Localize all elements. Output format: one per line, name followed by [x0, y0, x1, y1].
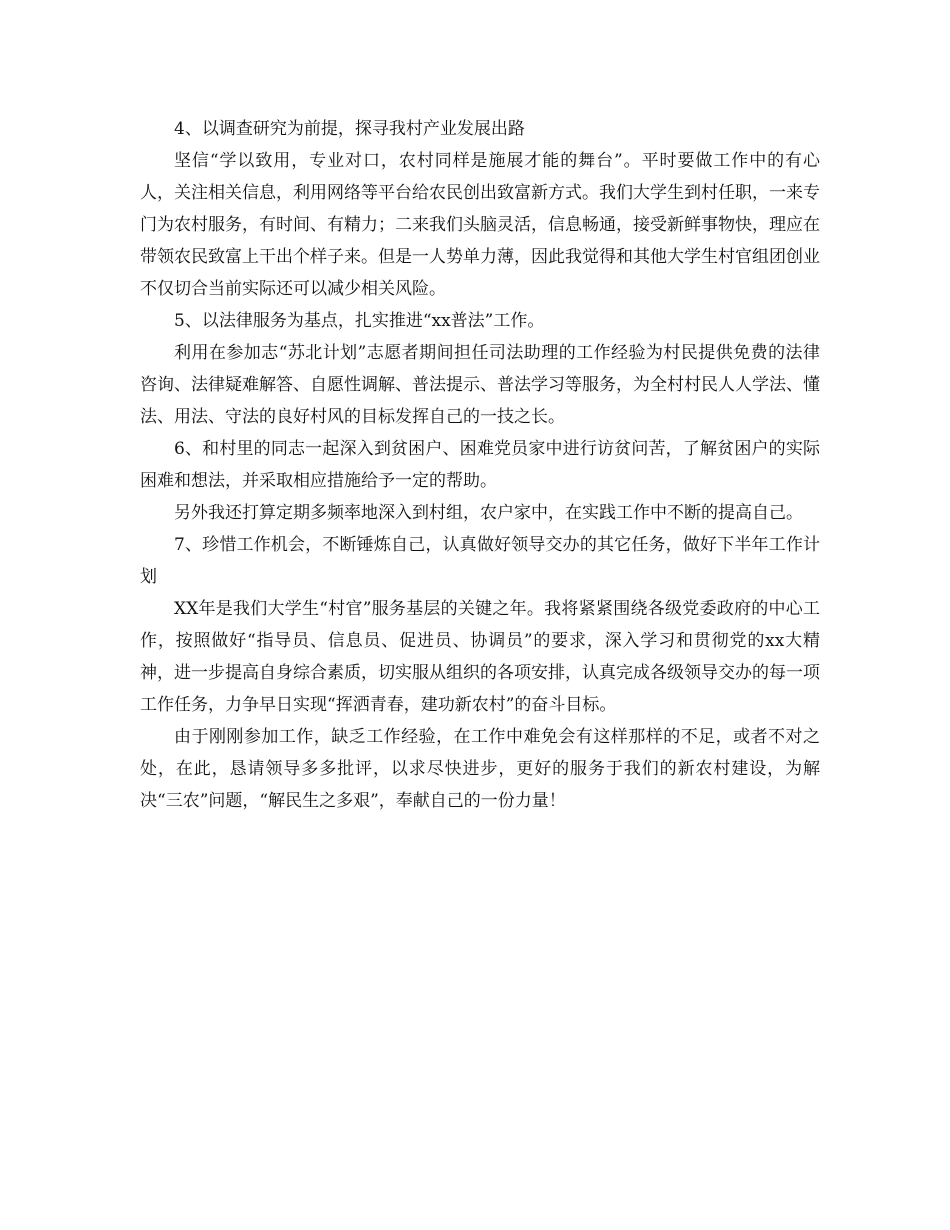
paragraph-closing: 由于刚刚参加工作，缺乏工作经验，在工作中难免会有这样那样的不足，或者不对之处，在此，恳请领导多多批评，以求尽快进步，更好的服务于我们的新农村建设，为解决“三农”问题，“解民生之多艰”，奉献自己的一份力量！ — [140, 727, 820, 811]
section-heading-6: 6、和村里的同志一起深入到贫困户、困难党员家中进行访贫问苦，了解贫困户的实际困难和想法，并采取相应措施给予一定的帮助。 — [140, 439, 820, 491]
paragraph-visits: 另外我还打算定期多频率地深入到村组，农户家中，在实践工作中不断的提高自己。 — [174, 503, 803, 523]
document-body — [140, 113, 820, 817]
section-heading-4: 4、以调查研究为前提，探寻我村产业发展出路 — [174, 119, 525, 139]
paragraph-work-plan: XX年是我们大学生“村官”服务基层的关键之年。我将紧紧围绕各级党委政府的中心工作，按照做好“指导员、信息员、促进员、协调员”的要求，深入学习和贯彻党的xx大精神，进一步提高自身综合素质，切实服从组织的各项安排，认真完成各级领导交办的每一项工作任务，力争早日实现“挥洒青春，建功新农村”的奋斗目标。 — [140, 599, 820, 715]
paragraph-legal-service: 利用在参加志“苏北计划”志愿者期间担任司法助理的工作经验为村民提供免费的法律咨询、法律疑难解答、自愿性调解、普法提示、普法学习等服务，为全村村民人人学法、懂法、用法、守法的良好村风的目标发挥自己的一技之长。 — [140, 343, 820, 427]
paragraph-research: 坚信“学以致用，专业对口，农村同样是施展才能的舞台”。平时要做工作中的有心人，关注相关信息，利用网络等平台给农民创出致富新方式。我们大学生到村任职，一来专门为农村服务，有时间、有精力；二来我们头脑灵活，信息畅通，接受新鲜事物快，理应在带领农民致富上干出个样子来。但是一人势单力薄，因此我觉得和其他大学生村官组团创业不仅切合当前实际还可以减少相关风险。 — [140, 151, 820, 299]
section-heading-7: 7、珍惜工作机会，不断锤炼自己，认真做好领导交办的其它任务，做好下半年工作计划 — [140, 535, 820, 587]
section-heading-5: 5、以法律服务为基点，扎实推进“xx普法”工作。 — [174, 311, 545, 331]
